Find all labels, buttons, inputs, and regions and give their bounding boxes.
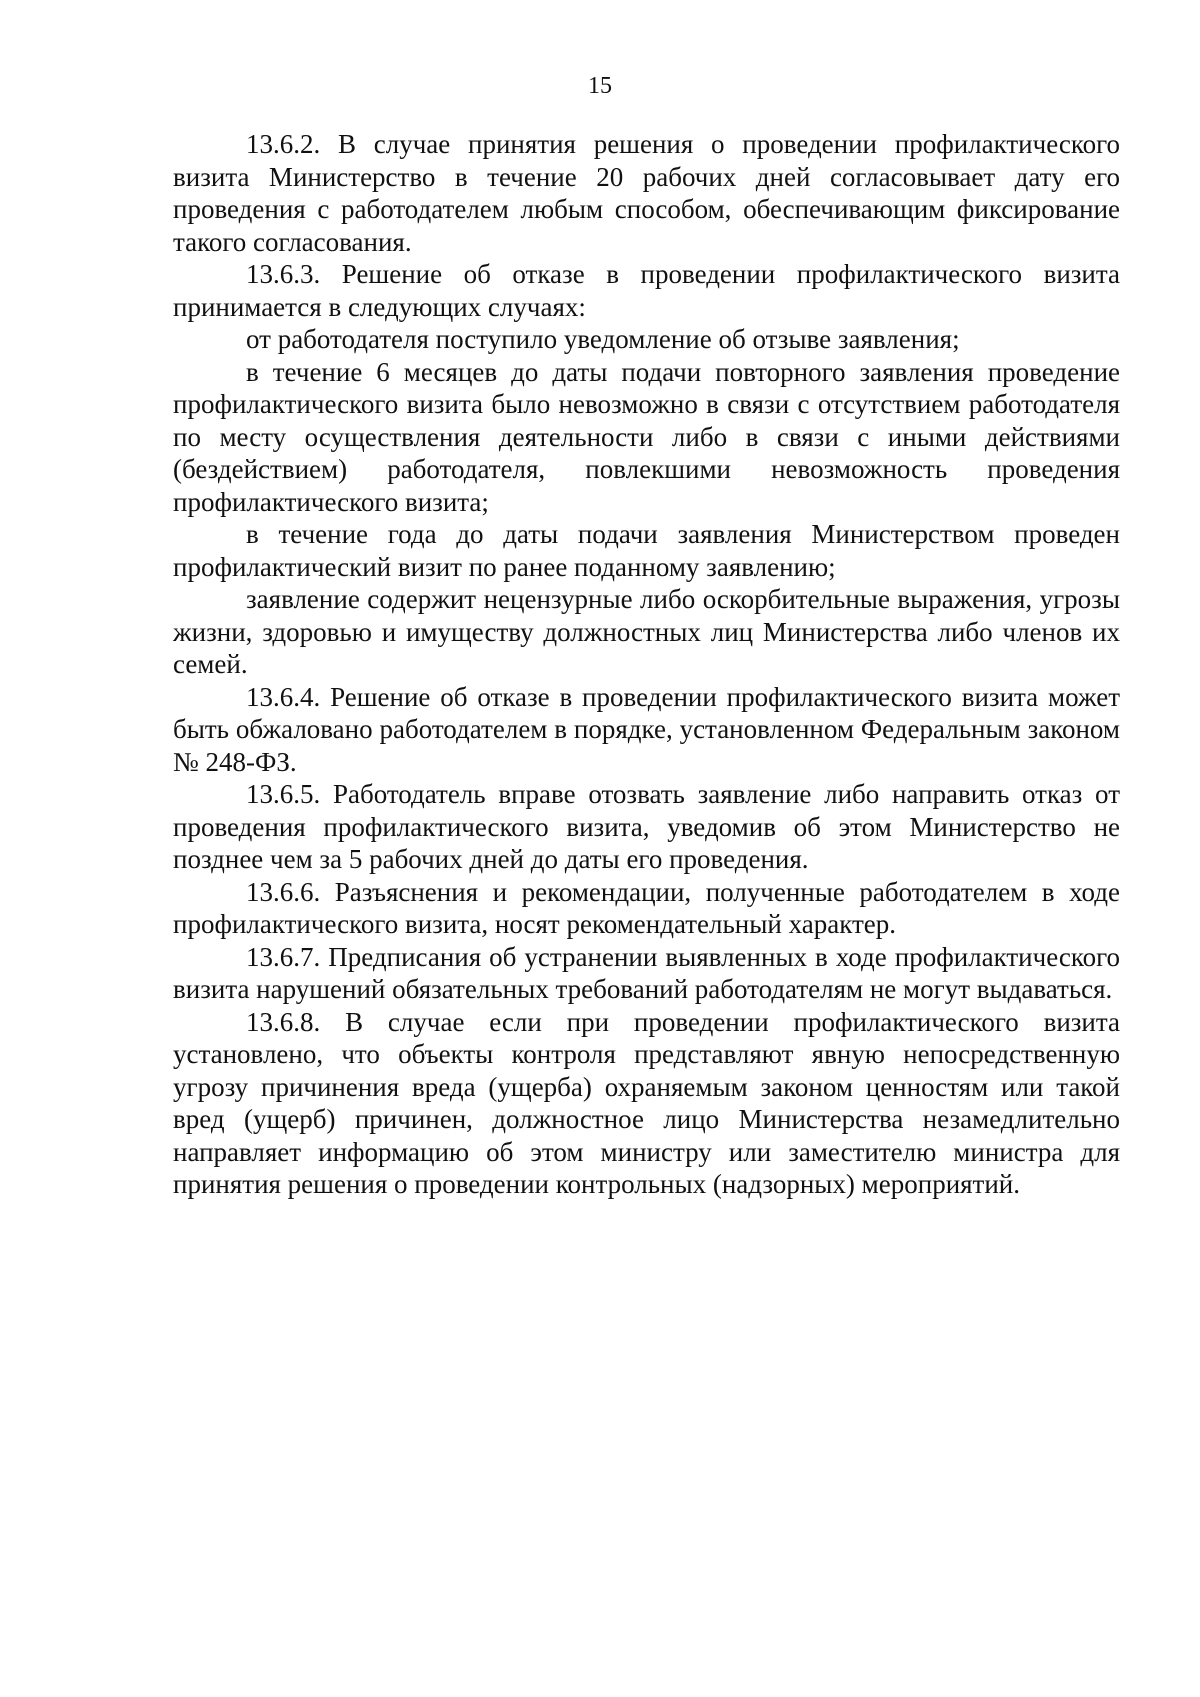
list-item-visit-already-held: в течение года до даты подачи заявления Министерством проведен профилактический визит по ранее поданному заявлению; <box>173 519 1120 582</box>
paragraph-13-6-4: 13.6.4. Решение об отказе в проведении профилактического визита может быть обжаловано работодателем в порядке, установленном Федеральным законом № 248-ФЗ. <box>173 681 1120 777</box>
paragraph-13-6-7: 13.6.7. Предписания об устранении выявленных в ходе профилактического визита нарушений обязательных требований работодателям не могут выдаваться. <box>173 941 1120 1004</box>
page-number: 15 <box>588 73 612 99</box>
list-item-offensive-content: заявление содержит нецензурные либо оскорбительные выражения, угрозы жизни, здоровью и имуществу должностных лиц Министерства либо членов их семей. <box>173 584 1120 679</box>
paragraph-13-6-2: 13.6.2. В случае принятия решения о проведении профилактического визита Министерство в течение 20 рабочих дней согласовывает дату его проведения с работодателем любым способом, обеспечивающим фиксирование такого согласования. <box>173 129 1120 257</box>
paragraph-13-6-6: 13.6.6. Разъяснения и рекомендации, полученные работодателем в ходе профилактического визита, носят рекомендательный характер. <box>173 876 1120 939</box>
paragraph-13-6-3: 13.6.3. Решение об отказе в проведении профилактического визита принимается в следующих случаях: <box>173 259 1120 322</box>
list-item-visit-impossible: в течение 6 месяцев до даты подачи повторного заявления проведение профилактического визита было невозможно в связи с отсутствием работодателя по месту осуществления деятельности либо в связи с иными действиями (бездействием) работодателя, повлекшими невозможность проведения профилактического визита; <box>173 356 1120 517</box>
list-item-withdrawal-notice: от работодателя поступило уведомление об отзыве заявления; <box>246 324 960 354</box>
paragraph-13-6-5: 13.6.5. Работодатель вправе отозвать заявление либо направить отказ от проведения профилактического визита, уведомив об этом Министерство не позднее чем за 5 рабочих дней до даты его проведения. <box>173 779 1120 874</box>
paragraph-13-6-8: 13.6.8. В случае если при проведении профилактического визита установлено, что объекты контроля представляют явную непосредственную угрозу причинения вреда (ущерба) охраняемым законом ценностям или такой вред (ущерб) причинен, должностное лицо Министерства незамедлительно направляет информацию об этом министру или заместителю министра для принятия решения о проведении контрольных (надзорных) мероприятий. <box>173 1006 1120 1199</box>
document-body <box>173 128 1120 1201</box>
